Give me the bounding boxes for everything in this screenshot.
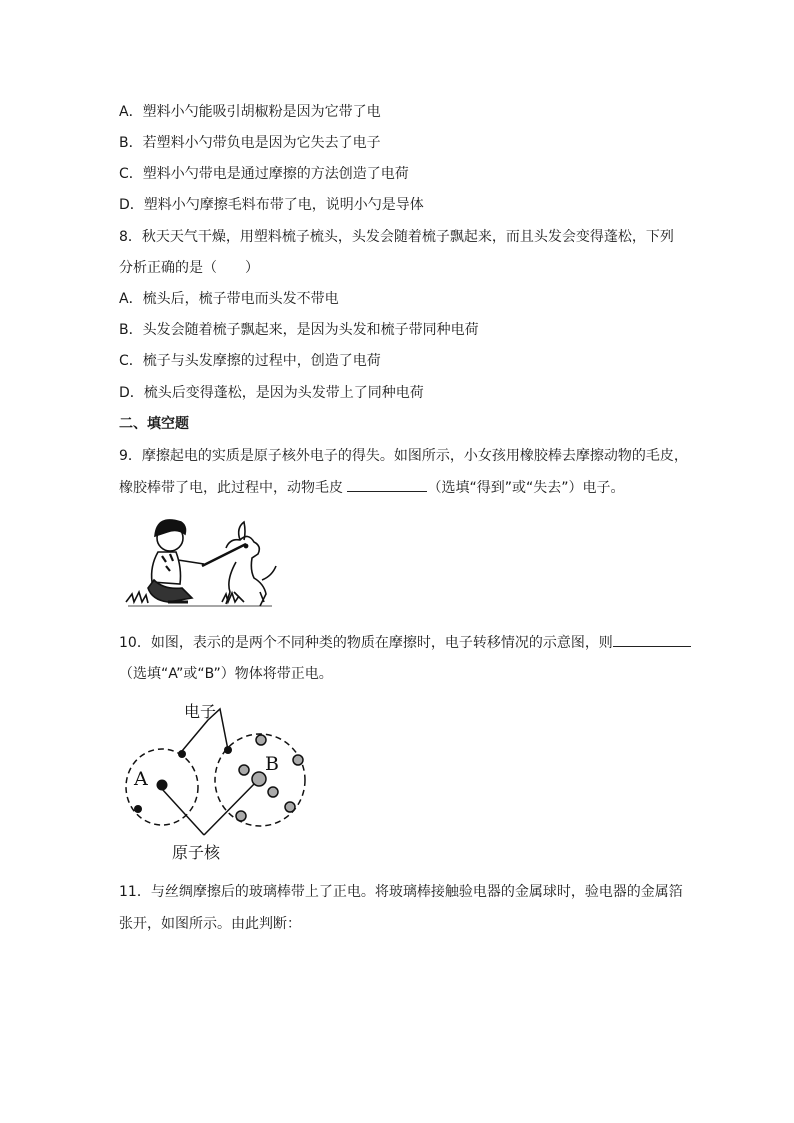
- q8-option-a: A．梳头后，梳子带电而头发不带电: [119, 291, 339, 307]
- q10-line1: [119, 632, 691, 653]
- atom-b-electron: [224, 746, 232, 754]
- girl-rubbing-fur-illustration: [122, 510, 282, 618]
- q11-line1: 11．与丝绸摩擦后的玻璃棒带上了正电。将玻璃棒接触验电器的金属球时，验电器的金属箔: [119, 884, 683, 900]
- q11-line2: 张开，如图所示。由此判断：: [119, 916, 301, 932]
- atom-b-electron: [239, 765, 249, 775]
- atom-b-nucleus: [252, 772, 266, 786]
- q9-answer-blank[interactable]: [347, 477, 427, 492]
- atom-b-electron: [293, 755, 303, 765]
- label-nucleus: 原子核: [172, 843, 221, 862]
- q9-line2: [119, 477, 624, 498]
- q8-option-c: C．梳子与头发摩擦的过程中，创造了电荷: [119, 353, 381, 369]
- q7-option-b: B．若塑料小勺带负电是因为它失去了电子: [119, 135, 381, 151]
- q9-text-after: （选填“得到”或“失去”）电子。: [427, 480, 625, 496]
- atom-a-electron: [178, 750, 186, 758]
- atom-b-electron: [256, 735, 266, 745]
- label-electron: 电子: [184, 702, 217, 721]
- atom-b-electron: [236, 811, 246, 821]
- q10-text-before: 10．如图，表示的是两个不同种类的物质在摩擦时，电子转移情况的示意图，则: [119, 635, 613, 651]
- atom-a-nucleus: [157, 780, 168, 791]
- q8-option-b: B．头发会随着梳子飘起来，是因为头发和梳子带同种电荷: [119, 322, 479, 338]
- q8-stem-line2: 分析正确的是（ ）: [119, 260, 259, 276]
- q10-line2: （选填“A”或“B”）物体将带正电。: [119, 666, 333, 682]
- q8-stem-line1: 8．秋天天气干燥，用塑料梳子梳头，头发会随着梳子飘起来，而且头发会变得蓬松，下列: [119, 229, 674, 245]
- q7-option-c: C．塑料小勺带电是通过摩擦的方法创造了电荷: [119, 166, 409, 182]
- section-title: 二、填空题: [119, 416, 189, 432]
- label-atom-a: A: [134, 768, 148, 790]
- q7-option-a: A．塑料小勺能吸引胡椒粉是因为它带了电: [119, 104, 381, 120]
- atom-a-electron: [134, 805, 142, 813]
- q8-option-d: D．梳头后变得蓬松，是因为头发带上了同种电荷: [119, 385, 424, 401]
- q7-option-d: D．塑料小勺摩擦毛料布带了电，说明小勺是导体: [119, 197, 424, 213]
- q10-answer-blank[interactable]: [613, 632, 691, 647]
- atom-b-electron: [268, 787, 278, 797]
- label-atom-b: B: [265, 753, 279, 775]
- atom-b-electron: [285, 802, 295, 812]
- q9-line1: 9．摩擦起电的实质是原子核外电子的得失。如图所示，小女孩用橡胶棒去摩擦动物的毛皮，: [119, 448, 688, 464]
- q9-text-before: 橡胶棒带了电，此过程中，动物毛皮: [119, 480, 348, 496]
- electron-transfer-diagram: [120, 697, 320, 867]
